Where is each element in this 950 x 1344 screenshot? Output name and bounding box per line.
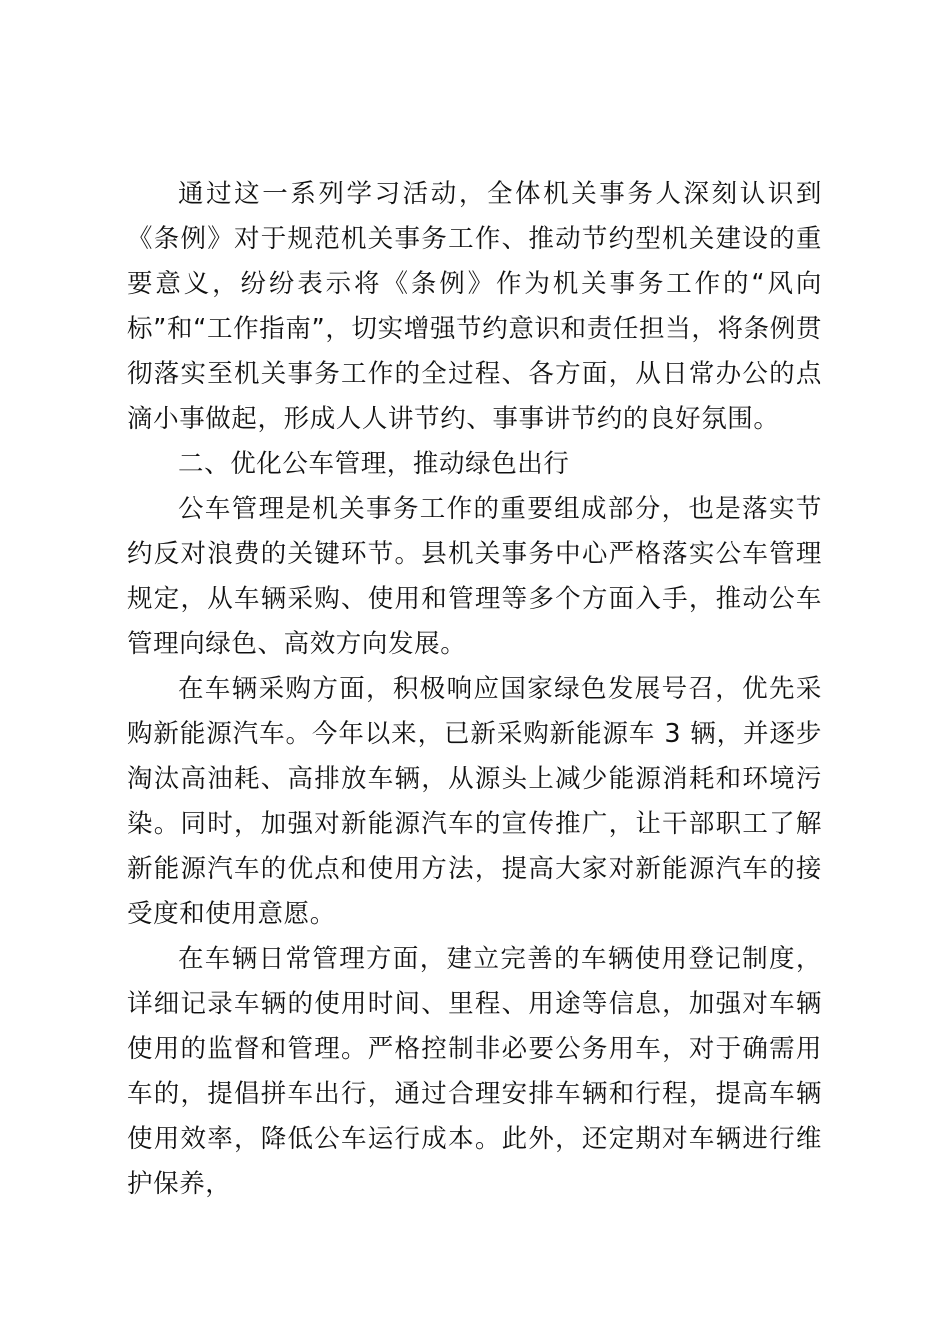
body-paragraph: 在车辆采购方面，积极响应国家绿色发展号召，优先采购新能源汽车。今年以来，已新采购新能源车 3 辆，并逐步淘汰高油耗、高排放车辆，从源头上减少能源消耗和环境污染。同时，加强对新能源汽车的宣传推广，让干部职工了解新能源汽车的优点和使用方法，提高大家对新能源汽车的接受度和使用意愿。	[127, 674, 822, 929]
document-body	[127, 172, 822, 1207]
section-heading: 二、优化公车管理，推动绿色出行	[178, 449, 570, 479]
body-paragraph: 在车辆日常管理方面，建立完善的车辆使用登记制度，详细记录车辆的使用时间、里程、用途等信息，加强对车辆使用的监督和管理。严格控制非必要公务用车，对于确需用车的，提倡拼车出行，通过合理安排车辆和行程，提高车辆使用效率，降低公车运行成本。此外，还定期对车辆进行维护保养，	[127, 944, 822, 1199]
body-paragraph: 通过这一系列学习活动，全体机关事务人深刻认识到《条例》对于规范机关事务工作、推动节约型机关建设的重要意义，纷纷表示将《条例》作为机关事务工作的“风向标”和“工作指南”，切实增强节约意识和责任担当，将条例贯彻落实至机关事务工作的全过程、各方面，从日常办公的点滴小事做起，形成人人讲节约、事事讲节约的良好氛围。	[127, 179, 822, 434]
body-paragraph: 公车管理是机关事务工作的重要组成部分，也是落实节约反对浪费的关键环节。县机关事务中心严格落实公车管理规定，从车辆采购、使用和管理等多个方面入手，推动公车管理向绿色、高效方向发展。	[127, 494, 822, 659]
